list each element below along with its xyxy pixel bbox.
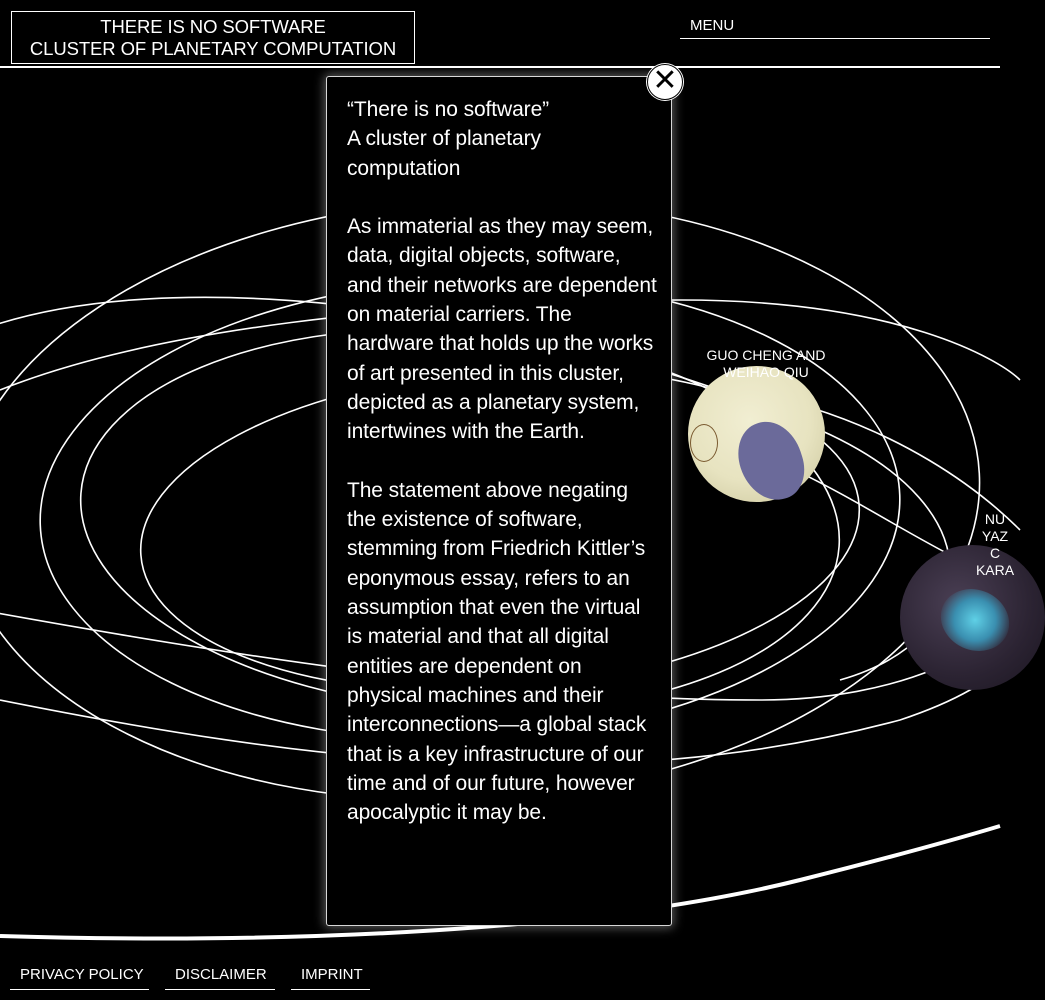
imprint-link[interactable]: IMPRINT <box>291 966 370 990</box>
info-paragraph-2: The statement above negating the existence of software, stemming from Friedrich Kittler’s eponymous essay, refers to an assumption that even the virtual is material and that all digital entities are dependent on physical machines and their interconnections—a global stack that is a key infrastructure of our time and of our future, however apocalyptic it may be. <box>347 478 647 825</box>
disclaimer-link[interactable]: DISCLAIMER <box>165 966 275 990</box>
planet-label-line: GUO CHENG AND <box>706 347 826 363</box>
planet-label-line: YAZ <box>981 528 1009 544</box>
planet-cream-icon[interactable] <box>688 366 825 502</box>
site-title[interactable] <box>11 11 415 64</box>
planet-label-line: KARA <box>975 562 1015 578</box>
heading-line: A cluster of planetary <box>347 127 541 151</box>
info-panel-heading <box>347 95 657 183</box>
planet-label-guo-cheng[interactable] <box>700 347 832 381</box>
planet-label-partial[interactable] <box>955 511 1035 579</box>
planet-label-line: WEIHAO QIU <box>723 364 809 380</box>
site-title-line1: THERE IS NO SOFTWARE <box>100 16 326 37</box>
site-title-line2: CLUSTER OF PLANETARY COMPUTATION <box>29 38 397 59</box>
planet-label-line: C <box>989 545 1001 561</box>
info-panel[interactable] <box>326 76 672 926</box>
menu-button[interactable]: MENU <box>680 16 990 39</box>
info-panel-text <box>347 95 657 857</box>
heading-line: “There is no software” <box>347 98 550 121</box>
privacy-policy-link[interactable]: PRIVACY POLICY <box>10 966 149 990</box>
close-icon[interactable]: ✕ <box>647 64 683 100</box>
planet-label-line: NU <box>984 511 1006 527</box>
planet-glow <box>931 578 1020 662</box>
header-divider <box>0 66 1000 68</box>
info-paragraph-1: As immaterial as they may seem, data, digital objects, software, and their networks are dependent on material carriers. The hardware that holds up the works of art presented in this cluster, depicted as a planetary system, intertwines with the Earth. <box>347 215 657 444</box>
heading-line: computation <box>347 156 461 180</box>
planet-detail <box>690 424 718 462</box>
